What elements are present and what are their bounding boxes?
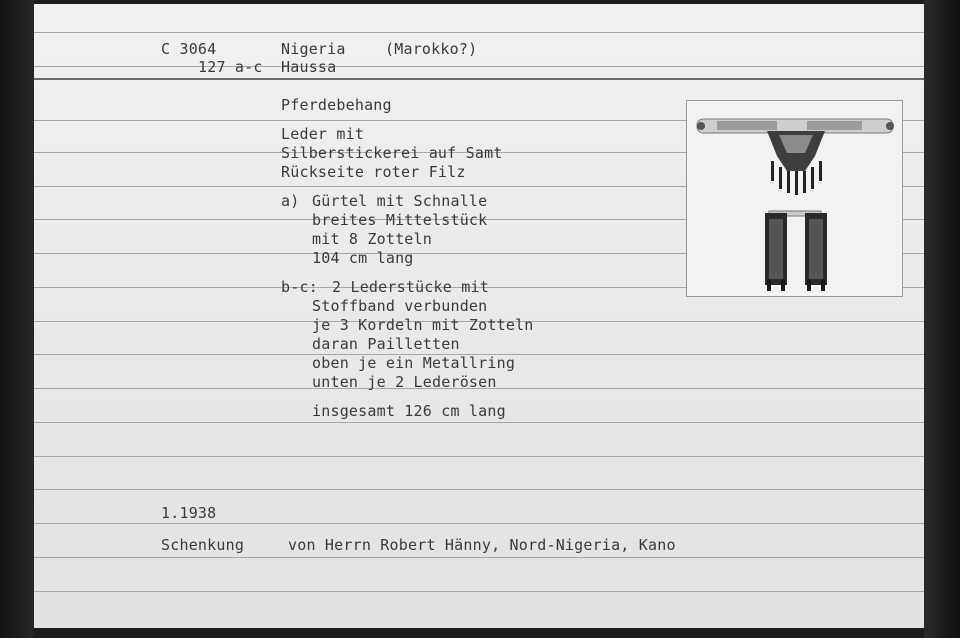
part-a-line: breites Mittelstück (312, 211, 488, 229)
object-photo (686, 100, 903, 297)
object-title: Pferdebehang (281, 96, 392, 114)
card-rule (34, 422, 924, 423)
scan-border-left (0, 0, 34, 638)
material-line: Rückseite roter Filz (281, 163, 466, 181)
part-a-line: 104 cm lang (312, 249, 414, 267)
country: Nigeria (281, 40, 346, 58)
acquisition-date: 1.1938 (161, 504, 217, 522)
sub-number: 127 a-c (198, 58, 263, 76)
part-bc-line: unten je 2 Lederösen (312, 373, 497, 391)
part-a-line: Gürtel mit Schnalle (312, 192, 488, 210)
part-a-marker: a) (281, 192, 300, 210)
part-bc-line: daran Pailletten (312, 335, 460, 353)
scan-border-right (924, 0, 960, 638)
people: Haussa (281, 58, 337, 76)
acquisition-label: Schenkung (161, 536, 245, 554)
card-rule (34, 66, 924, 67)
card-rule (34, 591, 924, 592)
card-rule (34, 523, 924, 524)
part-bc-line: oben je ein Metallring (312, 354, 516, 372)
catalog-card (34, 4, 924, 628)
part-bc-line: je 3 Kordeln mit Zotteln (312, 316, 534, 334)
card-rule (34, 32, 924, 33)
part-a-line: mit 8 Zotteln (312, 230, 432, 248)
card-rule (34, 489, 924, 490)
part-bc-line: Stoffband verbunden (312, 297, 488, 315)
total-length: insgesamt 126 cm lang (312, 402, 506, 420)
material-line: Leder mit (281, 125, 365, 143)
acquisition-source: von Herrn Robert Hänny, Nord-Nigeria, Kano (288, 536, 676, 554)
country-note: (Marokko?) (385, 40, 478, 58)
card-rule (34, 557, 924, 558)
horse-trapping-photo-icon (687, 101, 902, 296)
part-bc-line: 2 Lederstücke mit (332, 278, 489, 296)
card-rule (34, 456, 924, 457)
catalog-number: C 3064 (161, 40, 217, 58)
card-header-rule (34, 78, 924, 80)
material-line: Silberstickerei auf Samt (281, 144, 503, 162)
part-bc-marker: b-c: (281, 278, 318, 296)
